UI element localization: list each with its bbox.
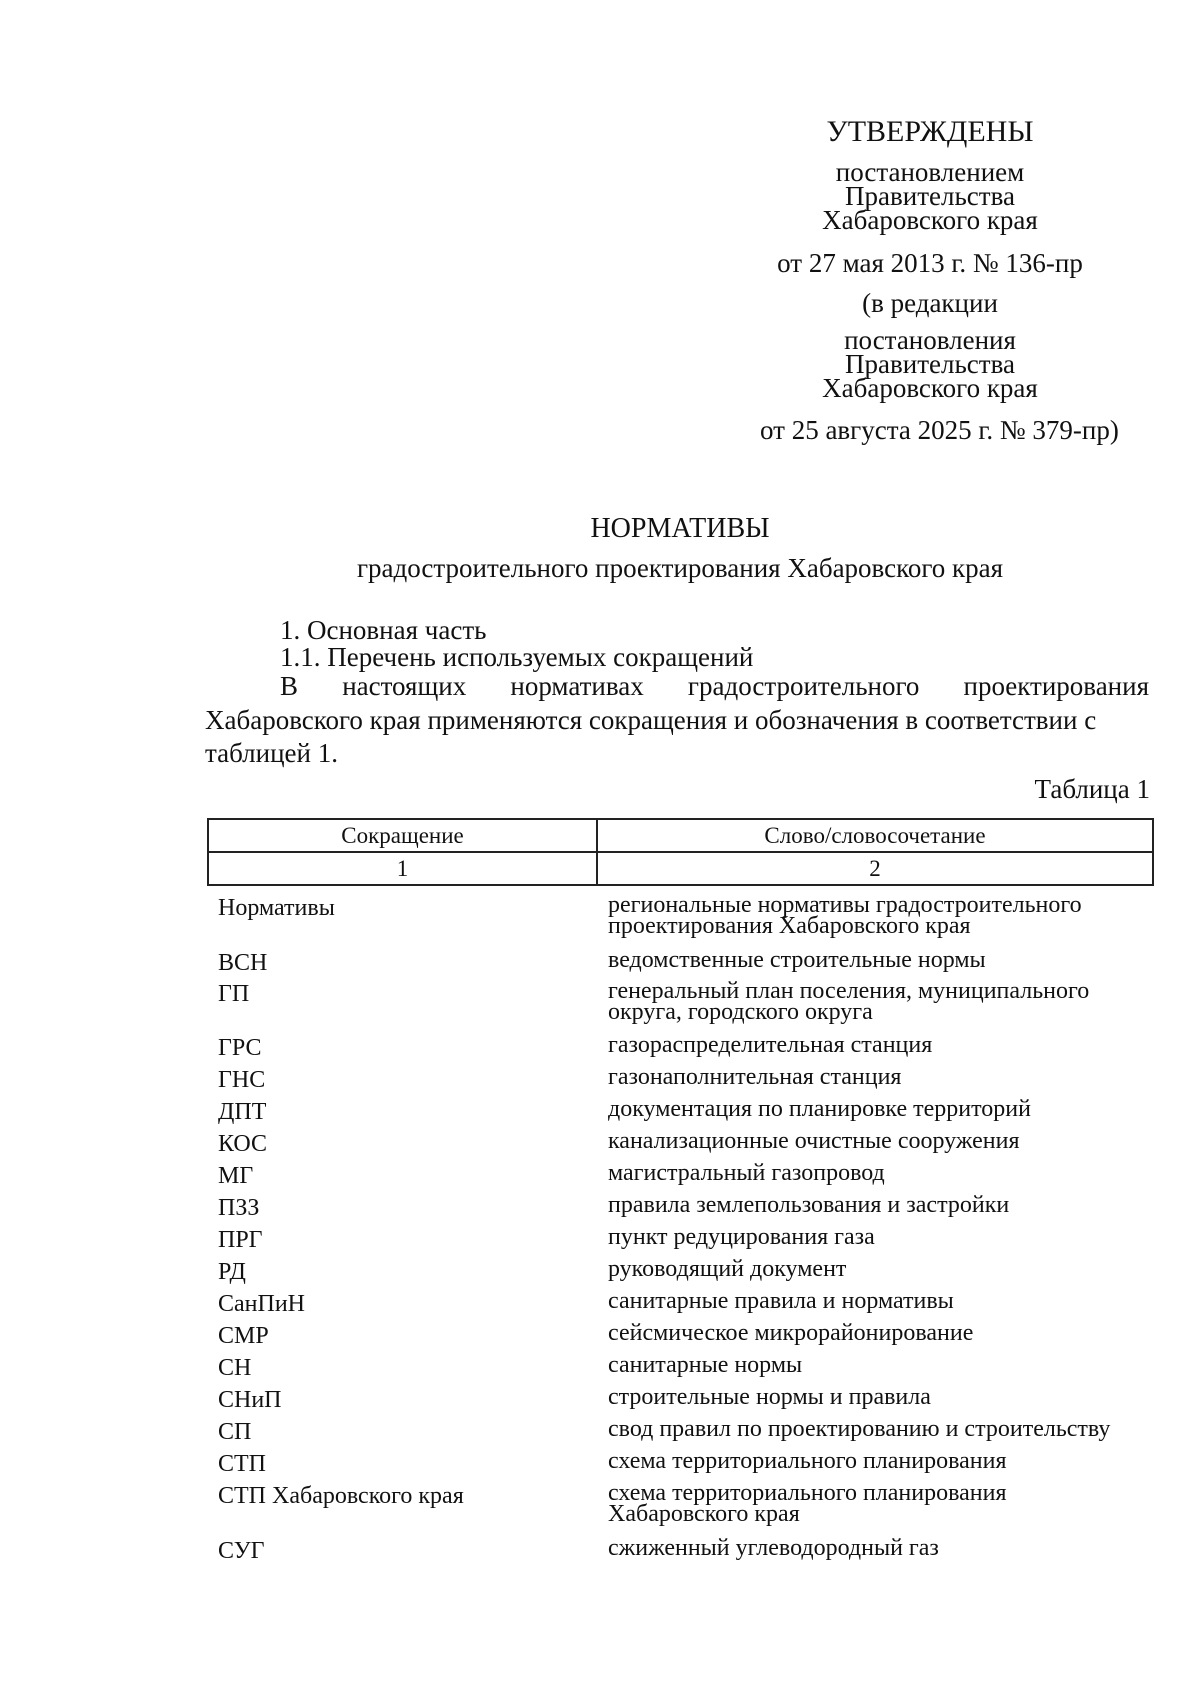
approval-line: постановлением [835,157,1025,187]
approval-line: Хабаровского края [822,205,1038,235]
table-number-row [208,852,1153,885]
meaning: генеральный план поселения, муниципального округа, городского округа [608,978,1090,1025]
meaning: канализационные очистные сооружения [608,1128,1020,1154]
abbreviation: МГ [218,1163,254,1189]
meaning: правила землепользования и застройки [608,1192,1010,1218]
meaning: ведомственные строительные нормы [608,947,986,973]
approval-line: Правительства [845,181,1015,211]
abbreviation: СП [218,1419,252,1445]
meaning: магистральный газопровод [608,1160,885,1186]
intro-line-1 [280,671,1149,702]
intro-word: В [280,671,299,701]
meaning: санитарные правила и нормативы [608,1288,954,1314]
intro-word: настоящих [342,671,467,701]
meaning: схема территориального планирования Хабаровского края [608,1480,1007,1527]
abbreviation: ГРС [218,1035,262,1061]
meaning: газонаполнительная станция [608,1064,902,1090]
abbreviation: ГП [218,981,250,1007]
meaning: пункт редуцирования газа [608,1224,875,1250]
abbreviation: ГНС [218,1067,266,1093]
intro-word: градостроительного [687,671,920,701]
abbreviations-table-header [207,818,1154,886]
abbreviation: ПЗЗ [218,1195,260,1221]
amendment-date: от 25 августа 2025 г. № 379-пр) [760,415,1119,445]
abbreviation: СУГ [218,1538,265,1564]
abbreviation: КОС [218,1131,268,1157]
abbreviation: ПРГ [218,1227,263,1253]
approval-line: (в редакции [862,288,998,318]
intro-word: проектирования [963,671,1149,701]
abbreviation: Нормативы [218,895,335,921]
meaning: строительные нормы и правила [608,1384,931,1410]
abbreviation: СанПиН [218,1291,306,1317]
table-header-row [208,819,1153,852]
abbreviation: ВСН [218,950,268,976]
meaning: газораспределительная станция [608,1032,933,1058]
column-header-abbreviation: Сокращение [208,819,597,852]
table-caption: Таблица 1 [1034,774,1150,804]
intro-line-3: таблицей 1. [205,738,338,768]
column-number-1: 1 [208,852,597,885]
approval-line: Правительства [845,349,1015,379]
meaning: руководящий документ [608,1256,847,1282]
meaning: схема территориального планирования [608,1448,1007,1474]
meaning: санитарные нормы [608,1352,803,1378]
approval-date: от 27 мая 2013 г. № 136-пр [777,248,1083,278]
page-subtitle: градостроительного проектирования Хабаровского края [356,553,1004,583]
meaning: свод правил по проектированию и строительству [608,1416,1111,1442]
abbreviation: СТП [218,1451,266,1477]
abbreviation: ДПТ [218,1099,267,1125]
abbreviation: СН [218,1355,252,1381]
intro-line-2: Хабаровского края применяются сокращения и обозначения в соответствии с [205,705,1097,735]
page-title: НОРМАТИВЫ [590,513,770,544]
abbreviation: СТП Хабаровского края [218,1483,464,1509]
approval-line: постановления [844,325,1016,355]
approval-heading: УТВЕРЖДЕНЫ [826,115,1034,148]
intro-word: нормативах [510,671,644,701]
column-number-2: 2 [597,852,1153,885]
meaning: сейсмическое микрорайонирование [608,1320,974,1346]
column-header-meaning: Слово/словосочетание [597,819,1153,852]
subsection-heading: 1.1. Перечень используемых сокращений [280,642,754,672]
meaning: региональные нормативы градостроительного проектирования Хабаровского края [608,892,1082,939]
meaning: сжиженный углеводородный газ [608,1535,939,1561]
meaning: документация по планировке территорий [608,1096,1031,1122]
abbreviation: СМР [218,1323,269,1349]
section-heading: 1. Основная часть [280,615,487,645]
abbreviation: СНиП [218,1387,282,1413]
approval-line: Хабаровского края [822,373,1038,403]
abbreviation: РД [218,1259,246,1285]
